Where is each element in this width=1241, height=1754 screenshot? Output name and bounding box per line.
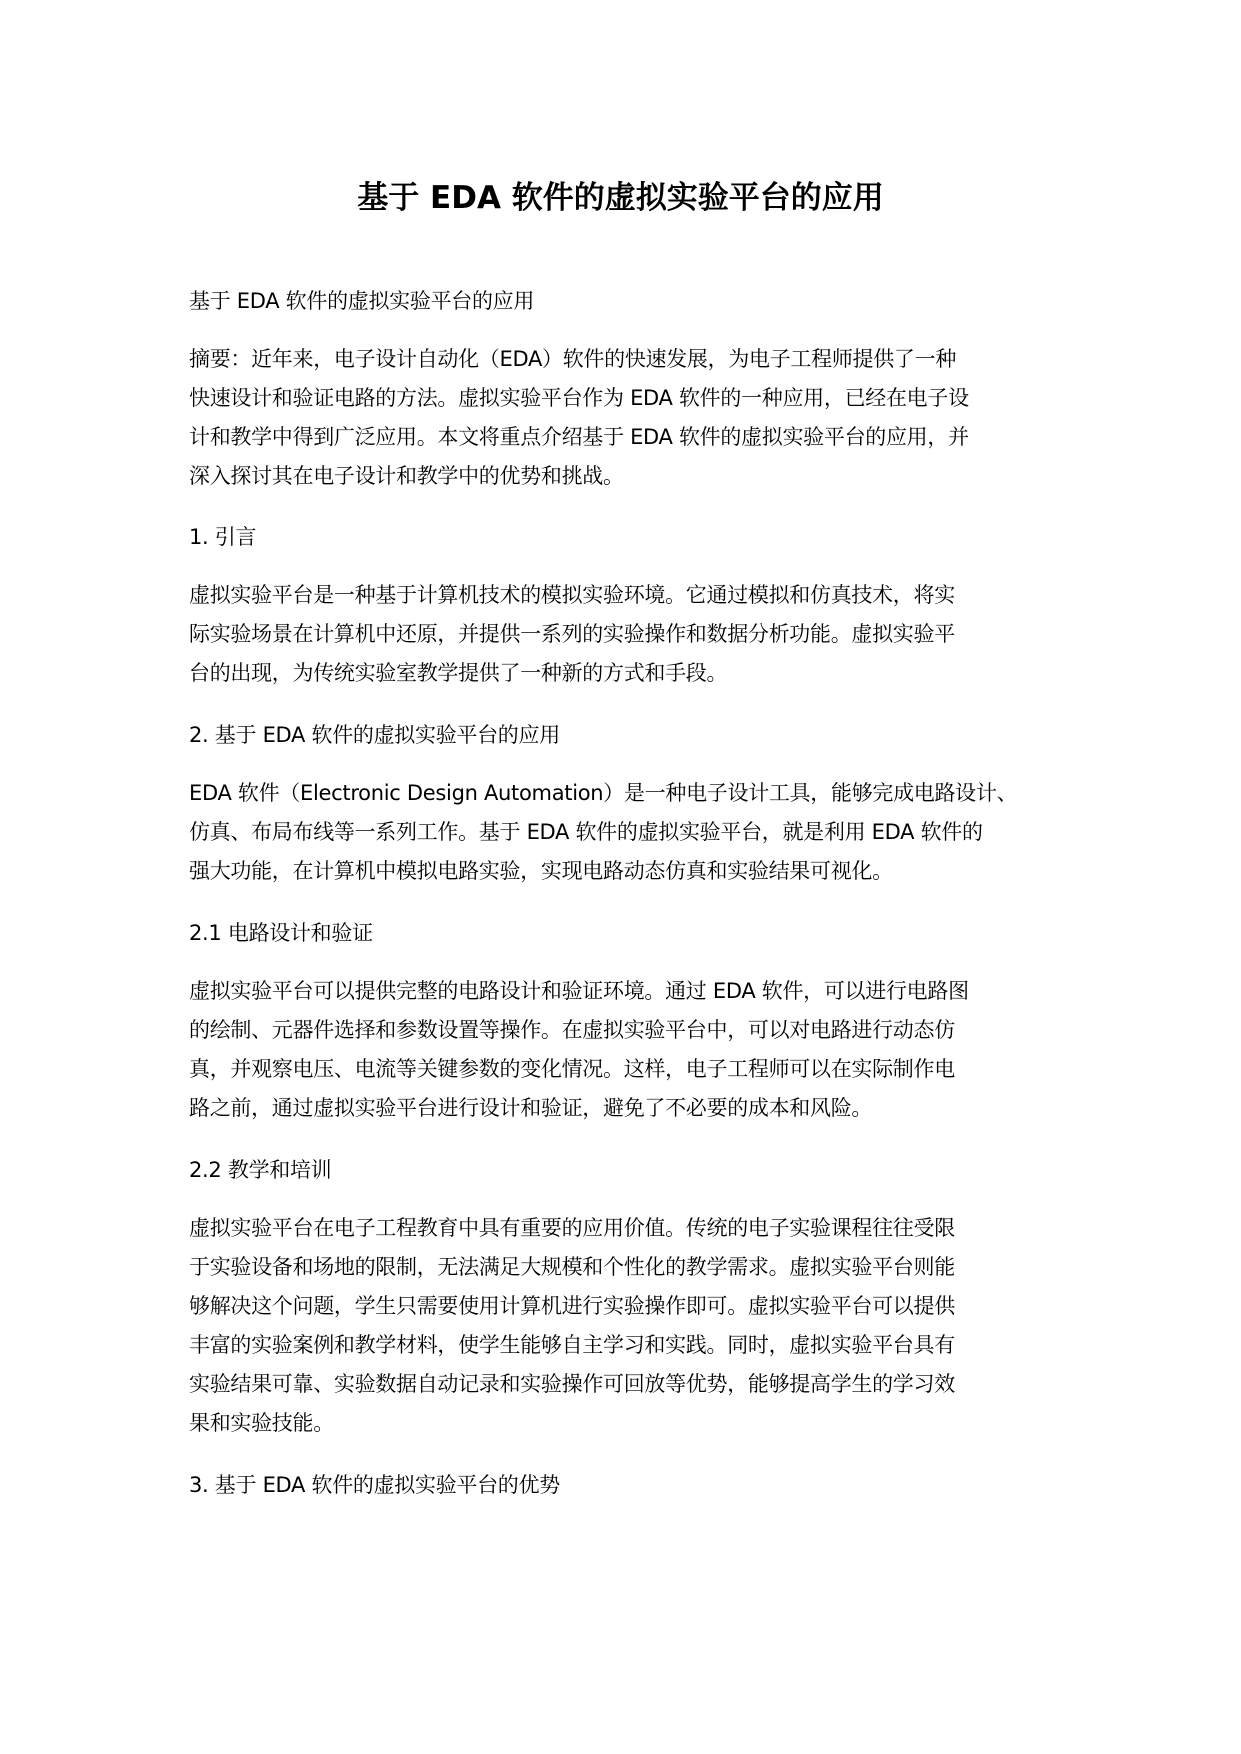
section-heading-advantages: 3. 基于 EDA 软件的虚拟实验平台的优势 (189, 1473, 560, 1497)
section-heading-eda-application: 2. 基于 EDA 软件的虚拟实验平台的应用 (189, 723, 560, 747)
section-body-eda-application: EDA 软件（Electronic Design Automation）是一种电子设计工具，能够完成电路设计、 仿真、布局布线等一系列工作。基于 EDA 软件的虚拟实验平台，就是利用 EDA 软件的 强大功能，在计算机中模拟电路实验，实现电路动态仿真和实验结果可视化。 (189, 781, 1018, 883)
section-body-teaching: 虚拟实验平台在电子工程教育中具有重要的应用价值。传统的电子实验课程往往受限 于实验设备和场地的限制，无法满足大规模和个性化的教学需求。虚拟实验平台则能 够解决这个问题，学生只需要使用计算机进行实验操作即可。虚拟实验平台可以提供 丰富的实验案例和教学材料，使学生能够自主学习和实践。同时，虚拟实验平台具有 实验结果可靠、实验数据自动记录和实验操作可回放等优势，能够提高学生的学习效 果和实验技能。 (189, 1216, 955, 1435)
section-body-introduction: 虚拟实验平台是一种基于计算机技术的模拟实验环境。它通过模拟和仿真技术，将实 际实验场景在计算机中还原，并提供一系列的实验操作和数据分析功能。虚拟实验平 台的出现，为传统实验室教学提供了一种新的方式和手段。 (189, 583, 955, 685)
subtitle-paragraph: 基于 EDA 软件的虚拟实验平台的应用 (189, 289, 535, 313)
section-heading-circuit-design: 2.1 电路设计和验证 (189, 921, 373, 945)
section-heading-introduction: 1. 引言 (189, 525, 257, 549)
section-heading-teaching: 2.2 教学和培训 (189, 1158, 332, 1182)
section-body-circuit-design: 虚拟实验平台可以提供完整的电路设计和验证环境。通过 EDA 软件，可以进行电路图 的绘制、元器件选择和参数设置等操作。在虚拟实验平台中，可以对电路进行动态仿 真，并观察电压、电流等关键参数的变化情况。这样，电子工程师可以在实际制作电 路之前，通过虚拟实验平台进行设计和验证，避免了不必要的成本和风险。 (189, 979, 969, 1120)
document-title: 基于 EDA 软件的虚拟实验平台的应用 (357, 180, 884, 216)
abstract-paragraph: 摘要：近年来，电子设计自动化（EDA）软件的快速发展，为电子工程师提供了一种 快速设计和验证电路的方法。虚拟实验平台作为 EDA 软件的一种应用，已经在电子设 计和教学中得到广泛应用。本文将重点介绍基于 EDA 软件的虚拟实验平台的应用，并 深入探讨其在电子设计和教学中的优势和挑战。 (189, 347, 969, 488)
